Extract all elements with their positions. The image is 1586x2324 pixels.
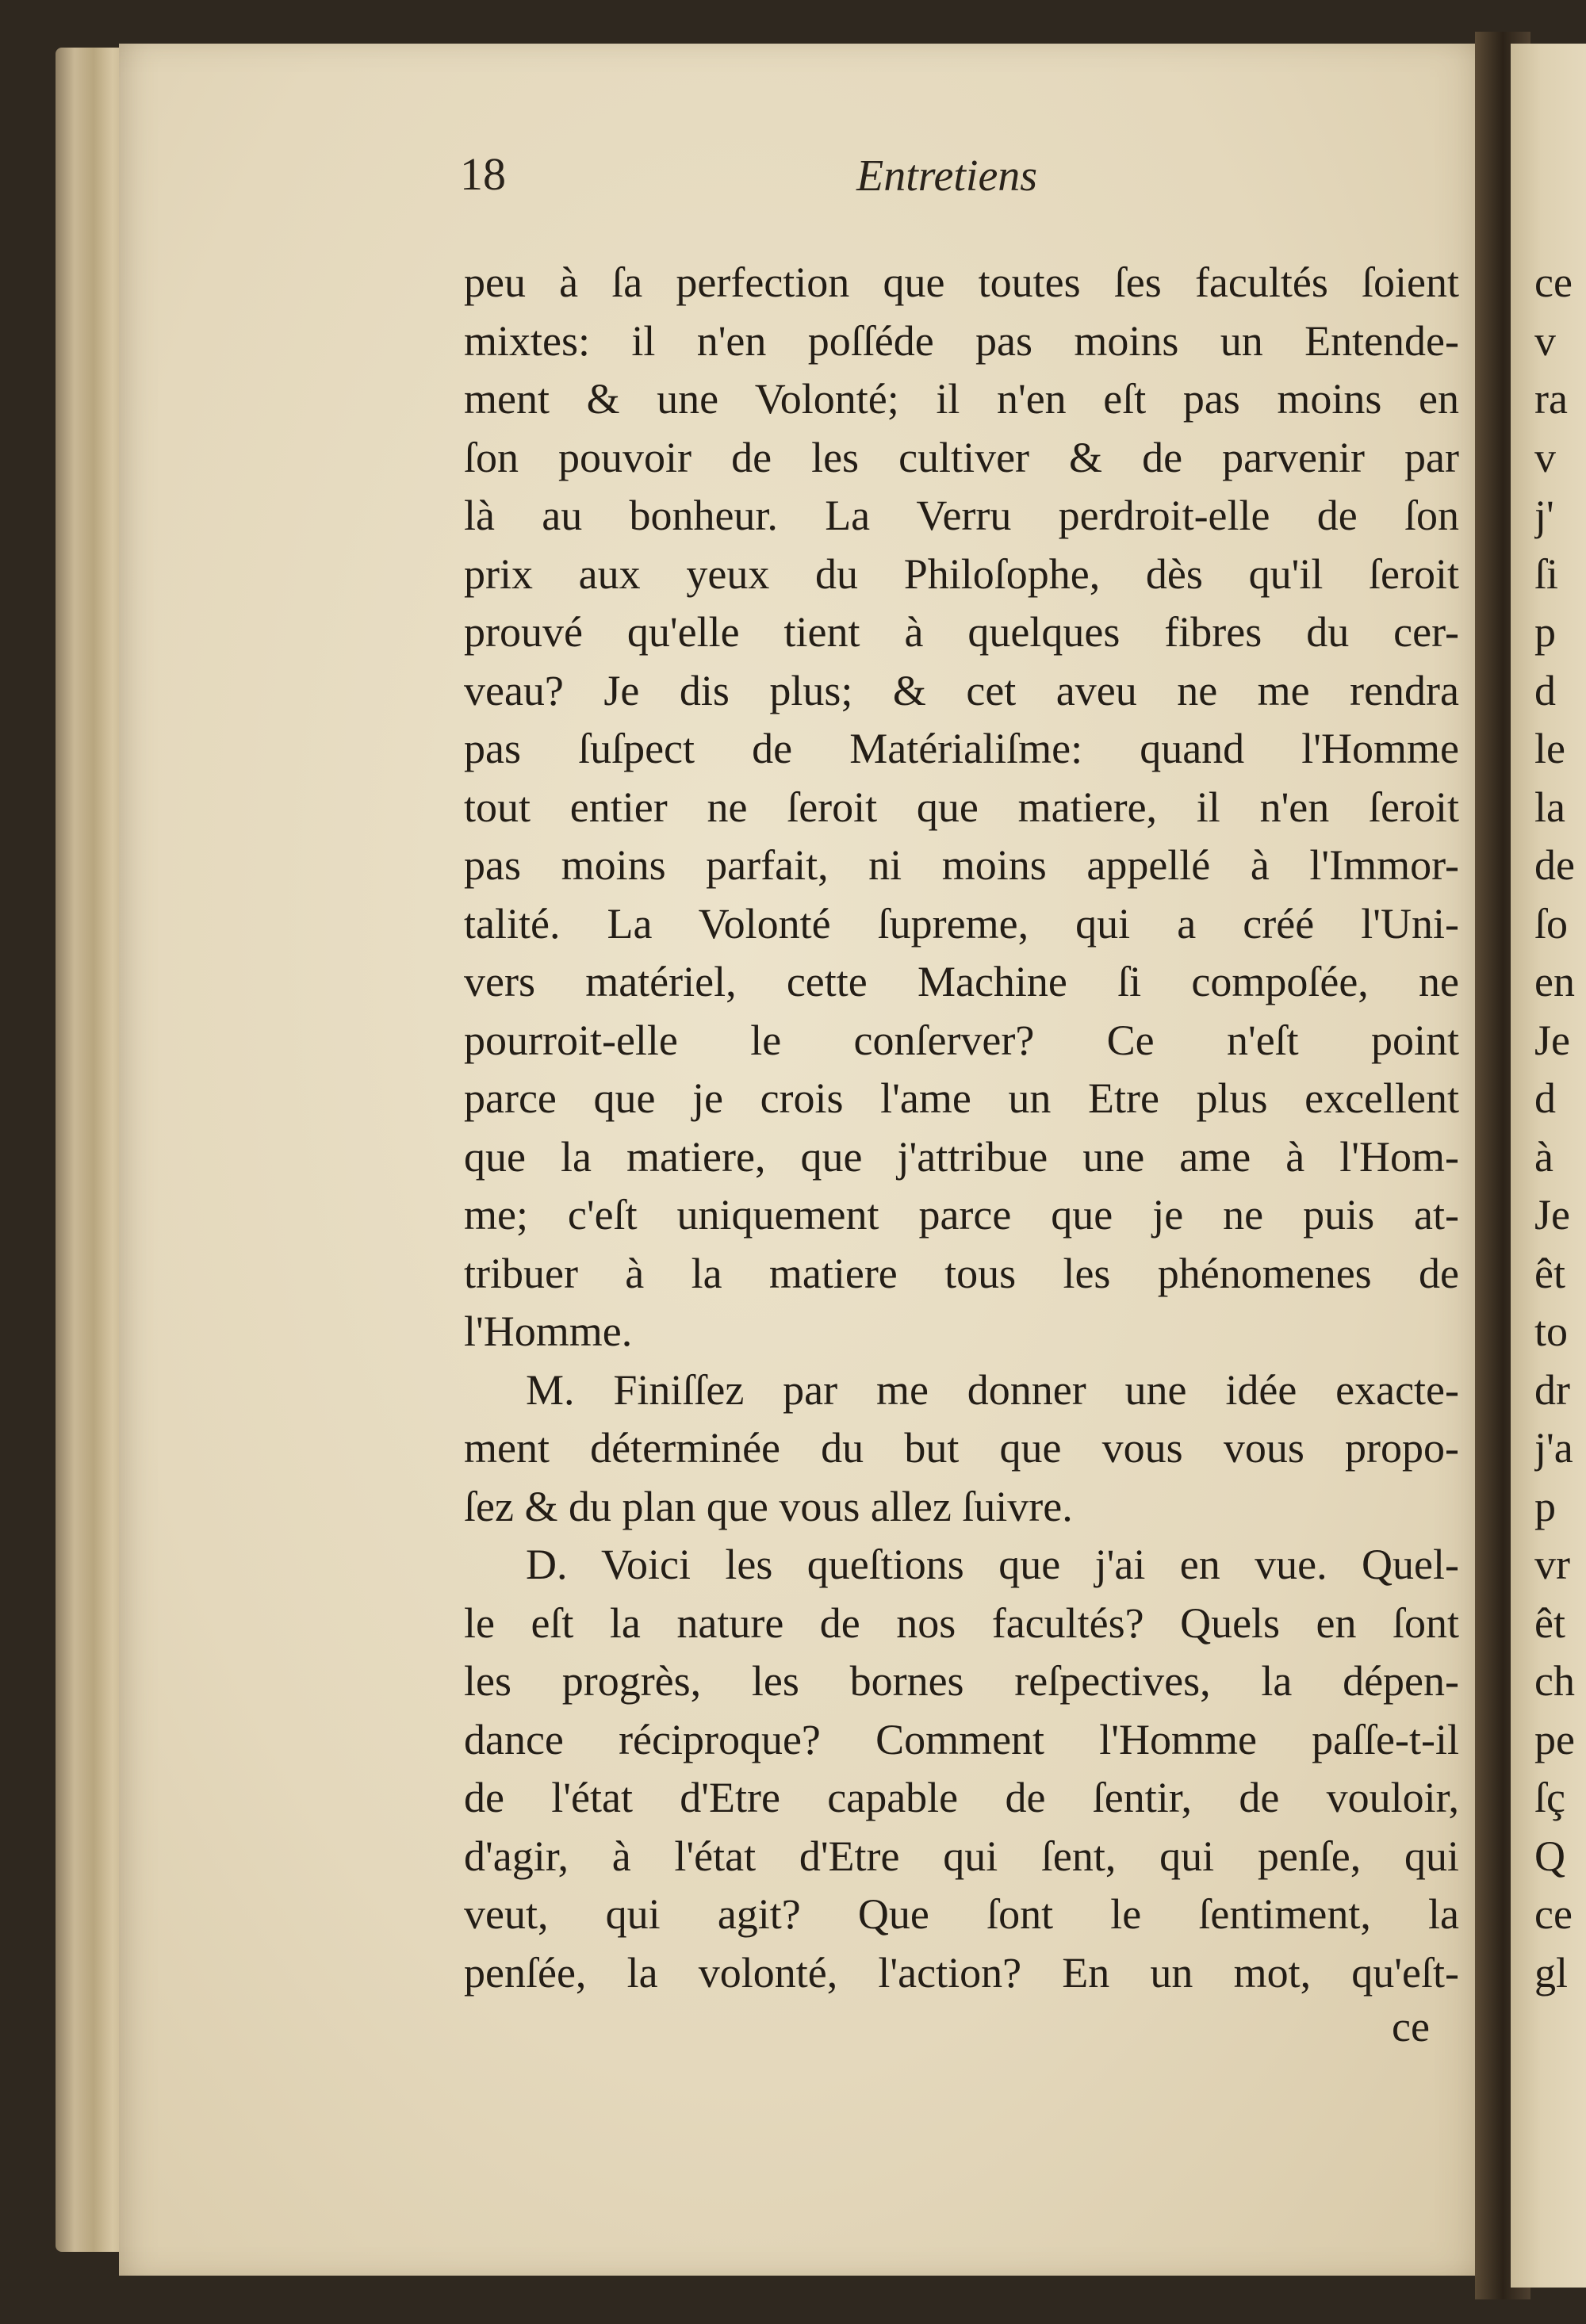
text-line: M. Finiſſez par me donner une idée exacte-: [526, 1365, 1459, 1414]
facing-fragment: Je: [1534, 1191, 1570, 1239]
facing-fragment: ch: [1534, 1657, 1575, 1705]
facing-fragment: ce: [1534, 258, 1573, 306]
text-line: D. Voici les queſtions que j'ai en vue. Quel-: [526, 1541, 1459, 1588]
facing-fragment: v: [1534, 316, 1556, 365]
facing-fragment: ſç: [1534, 1774, 1565, 1821]
text-line: d'agir, à l'état d'Etre qui ſent, qui penſe, qui: [464, 1832, 1459, 1880]
facing-fragment: à: [1534, 1132, 1553, 1181]
catchword: ce: [1392, 2003, 1430, 2050]
facing-fragment: pe: [1534, 1715, 1575, 1763]
text-line: prouvé qu'elle tient à quelques fibres du cer-: [464, 608, 1459, 656]
text-line: vers matériel, cette Machine ſi compoſée, ne: [464, 958, 1459, 1005]
text-line: pourroit-elle le conſerver? Ce n'eſt point: [464, 1016, 1459, 1064]
text-line: pas moins parfait, ni moins appellé à l'Immor-: [464, 841, 1459, 889]
facing-fragment: d: [1534, 666, 1556, 714]
facing-fragment: de: [1534, 841, 1575, 889]
facing-fragment: v: [1534, 433, 1556, 481]
text-line: veut, qui agit? Que ſont le ſentiment, la: [464, 1890, 1459, 1938]
text-line: prix aux yeux du Philoſophe, dès qu'il ſeroit: [464, 549, 1459, 598]
text-line: les progrès, les bornes reſpectives, la dépen-: [464, 1657, 1459, 1705]
text-line: me; c'eſt uniquement parce que je ne puis at-: [464, 1191, 1459, 1239]
facing-fragment: ce: [1534, 1890, 1573, 1938]
facing-fragment: ſi: [1534, 549, 1559, 598]
facing-fragment: gl: [1534, 1948, 1569, 1997]
facing-fragment: ſo: [1534, 899, 1569, 948]
text-line: ſez & du plan que vous allez ſuivre.: [464, 1482, 1073, 1530]
running-head: [460, 143, 1459, 214]
text-line: parce que je crois l'ame un Etre plus excellent: [464, 1074, 1459, 1122]
page-number: 18: [460, 148, 506, 200]
text-line: ſon pouvoir de les cultiver & de parvenir par: [464, 433, 1459, 481]
text-line: le eſt la nature de nos facultés? Quels en ſont: [464, 1598, 1459, 1647]
facing-fragment: to: [1534, 1307, 1569, 1355]
facing-fragment: vr: [1534, 1541, 1570, 1588]
text-line: là au bonheur. La Verru perdroit-elle de ſon: [464, 492, 1459, 539]
facing-fragment: Je: [1534, 1016, 1570, 1064]
facing-fragment: d: [1534, 1074, 1556, 1122]
facing-fragment: p: [1534, 1482, 1556, 1530]
text-line: mixtes: il n'en poſſéde pas moins un Entende-: [464, 316, 1459, 365]
facing-fragment: le: [1534, 725, 1565, 772]
body-text: [464, 254, 1459, 2002]
text-line: peu à ſa perfection que toutes ſes facultés ſoient: [464, 258, 1459, 306]
text-line: talité. La Volonté ſupreme, qui a créé l'Uni-: [464, 899, 1459, 948]
facing-fragment: ra: [1534, 375, 1568, 423]
text-line: l'Homme.: [464, 1307, 633, 1355]
facing-fragment: p: [1534, 608, 1556, 656]
text-line: tribuer à la matiere tous les phénomenes de: [464, 1249, 1459, 1297]
facing-fragment: Q: [1534, 1832, 1565, 1880]
facing-fragment: êt: [1534, 1598, 1565, 1647]
facing-fragment: êt: [1534, 1249, 1565, 1297]
text-line: penſée, la volonté, l'action? En un mot, qu'eſt-: [464, 1948, 1459, 1997]
text-line: ment & une Volonté; il n'en eſt pas moins en: [464, 375, 1459, 423]
facing-fragment: la: [1534, 783, 1565, 831]
text-line: dance réciproque? Comment l'Homme paſſe-t-il: [464, 1715, 1459, 1763]
text-line: de l'état d'Etre capable de ſentir, de vouloir,: [464, 1774, 1459, 1821]
facing-fragment: dr: [1534, 1365, 1570, 1414]
text-line: ment déterminée du but que vous vous propo-: [464, 1424, 1459, 1472]
facing-page-text: [1534, 254, 1586, 2002]
running-title: Entretiens: [856, 151, 1038, 201]
text-line: que la matiere, que j'attribue une ame à l'Hom-: [464, 1132, 1459, 1181]
text-line: veau? Je dis plus; & cet aveu ne me rendra: [464, 666, 1459, 714]
facing-fragment: j': [1534, 492, 1554, 539]
text-line: pas ſuſpect de Matérialiſme: quand l'Homme: [464, 725, 1459, 772]
facing-fragment: j'a: [1534, 1424, 1573, 1472]
text-line: tout entier ne ſeroit que matiere, il n'en ſeroit: [464, 783, 1459, 831]
facing-fragment: en: [1534, 958, 1575, 1005]
